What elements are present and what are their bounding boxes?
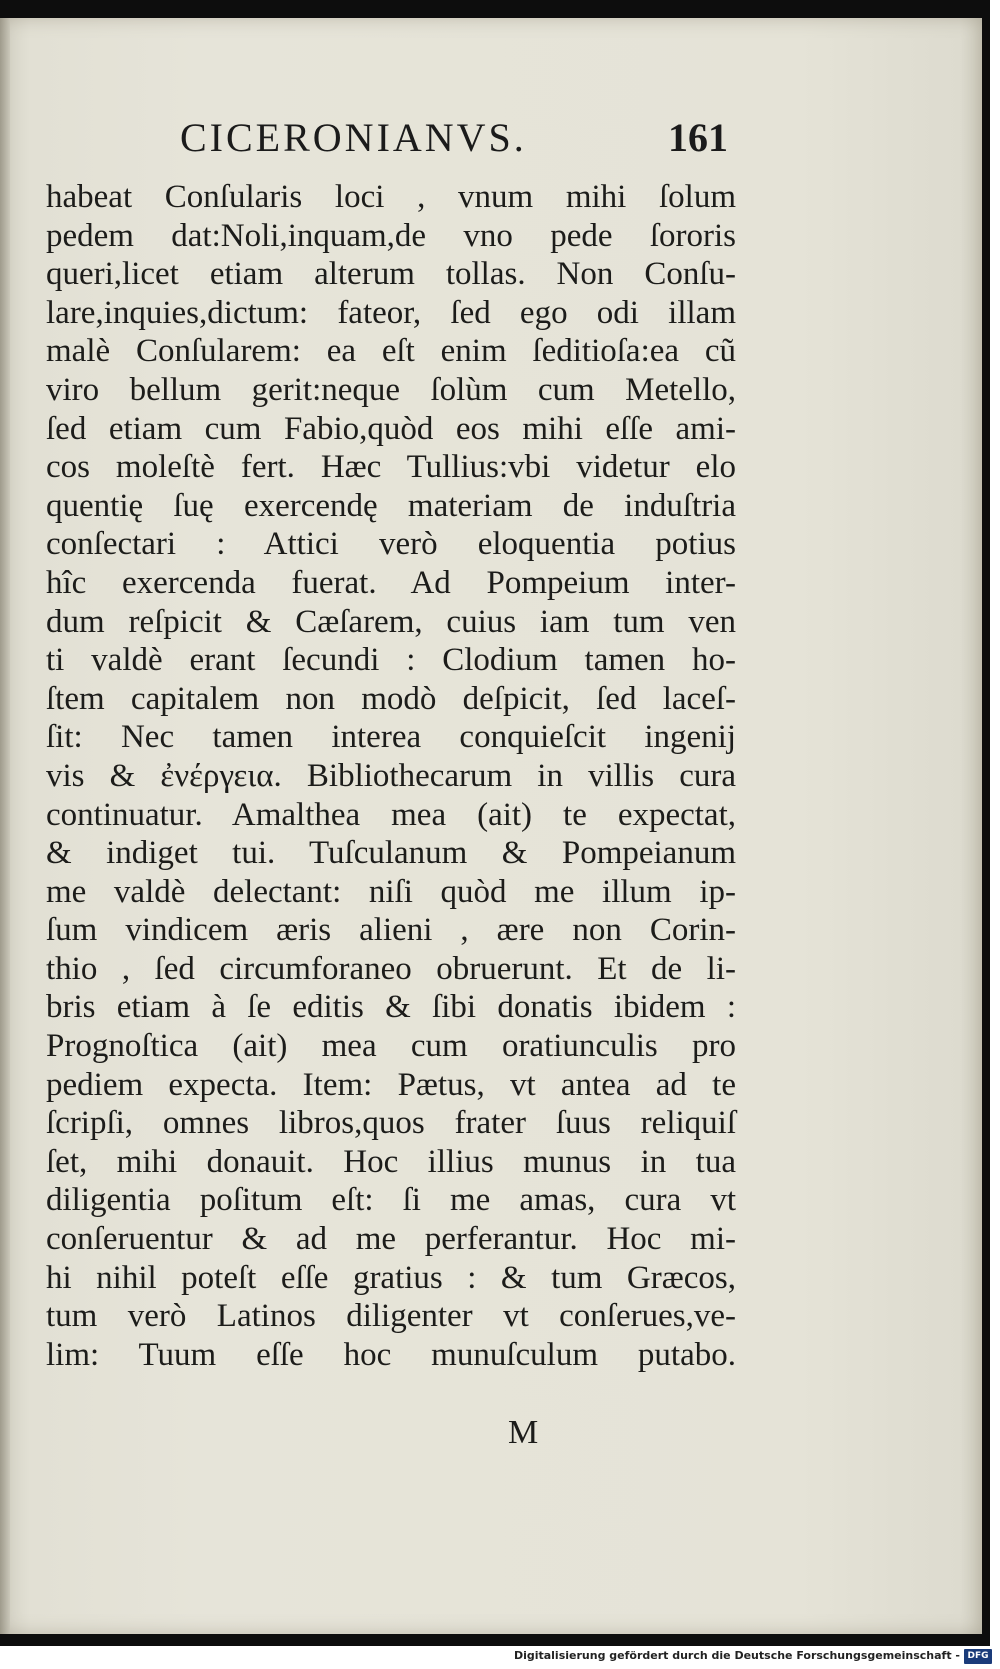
text-line: ſet, mihi donauit. Hoc illius munus in tua [46,1143,736,1180]
text-line: quentię ſuę exercendę materiam de induſtria [46,487,736,524]
text-line: Prognoſtica (ait) mea cum oratiunculis pro [46,1028,736,1065]
text-line: vis & ἐνέργεια. Bibliothecarum in villis cura [46,757,736,794]
text-line: diligentia poſitum eſt: ſi me amas, cura vt [46,1182,736,1219]
digitization-credit: Digitalisierung gefördert durch die Deutsche Forschungsgemeinschaft - [513,1649,960,1662]
text-line: ſit: Nec tamen interea conquieſcit ingenij [46,719,736,756]
text-line: bris etiam à ſe editis & ſibi donatis ibidem : [46,989,736,1026]
text-line: pediem expecta. Item: Pætus, vt antea ad te [46,1066,736,1103]
running-head: CICERONIANVS. [180,115,527,160]
text-line: lim: Tuum eſſe hoc munuſculum putabo. [46,1336,736,1373]
catchword: M [508,1414,539,1451]
text-line: me valdè delectant: niſi quòd me illum ip- [46,873,736,910]
text-line: queri,licet etiam alterum tollas. Non Conſu- [46,256,736,293]
text-line: continuatur. Amalthea mea (ait) te expectat, [46,796,736,833]
text-line: ſtem capitalem non modò deſpicit, ſed laceſ- [46,680,736,717]
text-line: hîc exercenda fuerat. Ad Pompeium inter- [46,564,736,601]
text-line: hi nihil poteſt eſſe gratius : & tum Græcos, [46,1259,736,1296]
text-line: ſum vindicem æris alieni , ære non Corin- [46,912,736,949]
text-line: thio , ſed circumforaneo obruerunt. Et de li- [46,950,736,987]
text-line: lare,inquies,dictum: fateor, ſed ego odi illam [46,294,736,331]
text-line: habeat Conſularis loci , vnum mihi ſolum [46,179,736,215]
text-line: & indiget tui. Tuſculanum & Pompeianum [46,835,736,872]
text-line: ti valdè erant ſecundi : Clodium tamen ho- [46,642,736,679]
body-text [46,178,736,1374]
text-line: malè Conſularem: ea eſt enim ſeditioſa:ea cũ [46,333,736,370]
footer-bar [0,1646,1000,1669]
text-line: conſeruentur & ad me perferantur. Hoc mi- [46,1221,736,1258]
text-line: conſectari : Attici verò eloquentia potius [46,526,736,563]
text-line: cos moleſtè fert. Hæc Tullius:vbi videtur elo [46,449,736,486]
binding-edge [0,18,10,1634]
text-line: ſed etiam cum Fabio,quòd eos mihi eſſe ami- [46,410,736,447]
text-line: pedem dat:Noli,inquam,de vno pede ſororis [46,217,736,254]
page-number: 161 [668,115,728,160]
dfg-logo-icon: DFG [964,1649,992,1664]
text-line: tum verò Latinos diligenter vt conſerues,ve- [46,1298,736,1335]
book-page [0,18,982,1634]
text-line: dum reſpicit & Cæſarem, cuius iam tum ven [46,603,736,640]
text-line: viro bellum gerit:neque ſolùm cum Metello, [46,371,736,408]
text-line: ſcripſi, omnes libros,quos frater ſuus reliquiſ [46,1105,736,1142]
